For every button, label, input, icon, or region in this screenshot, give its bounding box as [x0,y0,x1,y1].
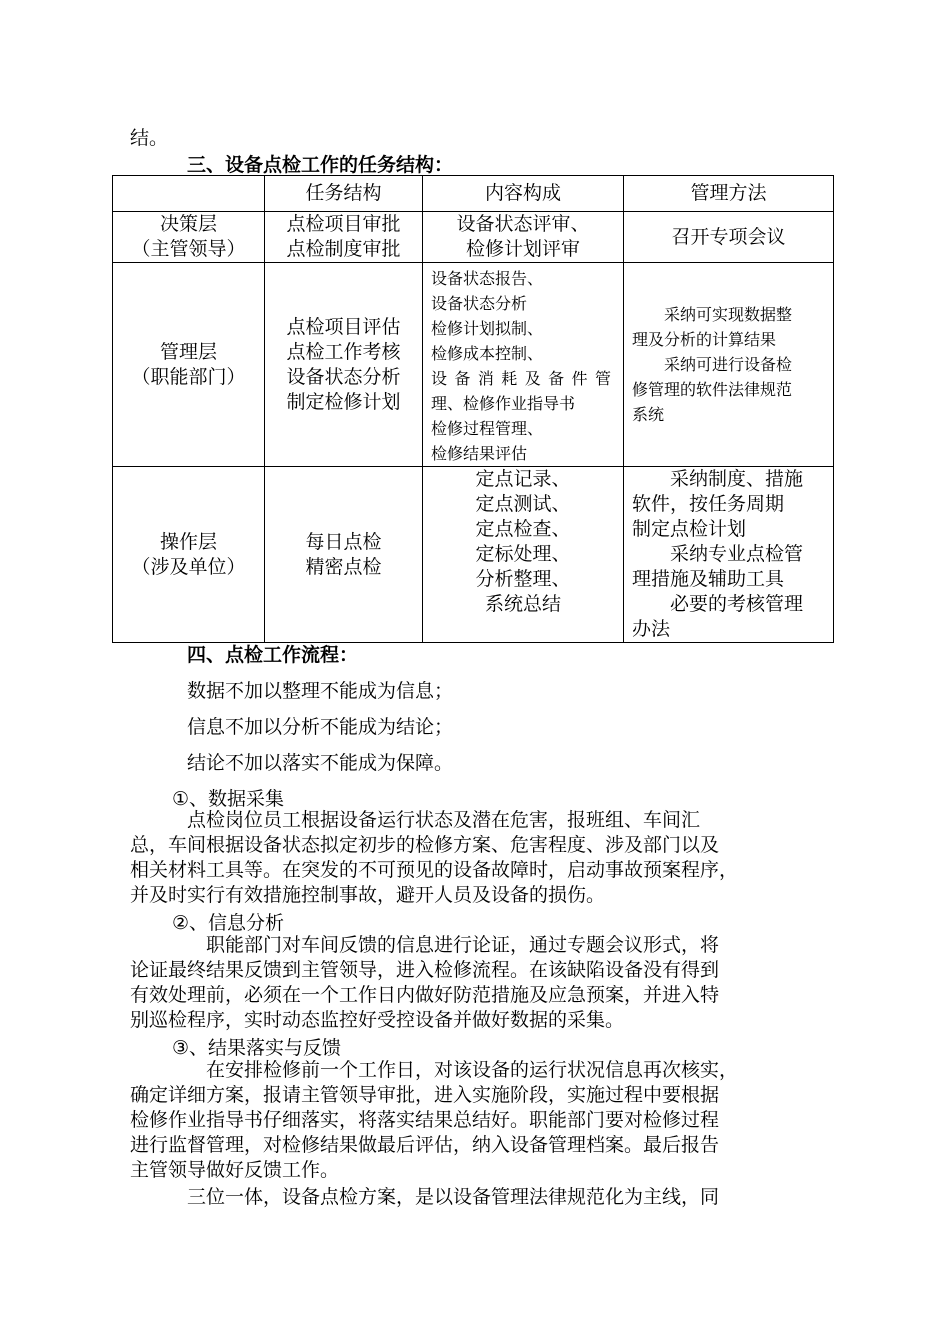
paragraph-line: 检修作业指导书仔细落实，将落实结果总结好。职能部门要对检修过程 [130,1109,720,1131]
tasks-cell [265,263,423,467]
table-header-row [113,176,834,212]
layer-owner: （涉及单位） [131,555,246,578]
task-line: 设备状态分析 [286,365,401,388]
paragraph-line: 论证最终结果反馈到主管领导，进入检修流程。在该缺陷设备没有得到 [130,959,720,981]
method-line: 理措施及辅助工具 [632,568,785,590]
task-line: 点检项目审批 [286,213,401,235]
header-cell-method: 管理方法 [624,176,834,212]
task-structure-table [112,175,834,643]
table-row [113,212,834,263]
table-row [113,263,834,467]
content-line: 设备状态评审、 [456,213,590,235]
paragraph-line: 点检岗位员工根据设备运行状态及潜在危害，报班组、车间汇 [130,809,701,831]
content-line: 理、检修作业指导书 [431,394,576,413]
section3-title: 三、设备点检工作的任务结构： [187,154,454,176]
content-line: 检修过程管理、 [431,419,544,438]
closing-line: 三位一体，设备点检方案，是以设备管理法律规范化为主线，同 [187,1186,720,1208]
task-line: 制定检修计划 [286,390,401,413]
task-line: 每日点检 [305,530,382,553]
content-line: 检修计划拟制、 [431,319,544,338]
method-line: 采纳专业点检管 [632,543,804,565]
header-cell-empty [113,176,265,212]
layer-name: 管理层 [159,340,217,363]
method-line: 理及分析的计算结果 [632,330,777,349]
content-line: 检修成本控制、 [431,344,544,363]
content-cell [423,212,624,263]
method-line: 修管理的软件法律规范 [632,380,793,399]
layer-cell [113,212,265,263]
content-line: 定点记录、 [475,468,571,490]
content-line: 设备状态报告、 [431,269,544,288]
table-row [113,467,834,643]
content-line: 检修计划评审 [465,238,580,260]
paragraph-line: 确定详细方案，报请主管领导审批，进入实施阶段，实施过程中要根据 [130,1084,720,1106]
paragraph-line: 总，车间根据设备状态拟定初步的检修方案、危害程度、涉及部门以及 [130,834,720,856]
carry-over-text: 结。 [130,127,169,149]
method-line: 系统 [632,405,665,424]
layer-name: 决策层 [159,213,217,235]
layer-owner: （主管领导） [131,238,246,260]
content-line: 系统总结 [484,593,561,615]
header-cell-content: 内容构成 [423,176,624,212]
step-heading: ②、信息分析 [172,912,285,934]
paragraph-line: 进行监督管理，对检修结果做最后评估，纳入设备管理档案。最后报告 [130,1134,720,1156]
tasks-cell [265,467,423,643]
content-line: 定点测试、 [475,493,571,515]
content-line: 定标处理、 [475,543,571,565]
content-cell [423,467,624,643]
layer-cell [113,263,265,467]
section4-title: 四、点检工作流程： [187,644,359,666]
content-line: 分析整理、 [475,568,571,590]
paragraph-line: 相关材料工具等。在突发的不可预见的设备故障时，启动事故预案程序， [130,859,739,881]
content-cell [423,263,624,467]
layer-name: 操作层 [159,530,217,553]
principle-line: 信息不加以分析不能成为结论； [187,716,454,738]
paragraph-line: 并及时实行有效措施控制事故，避开人员及设备的损伤。 [130,884,606,906]
tasks-cell [265,212,423,263]
paragraph-line: 职能部门对车间反馈的信息进行论证，通过专题会议形式，将 [130,934,720,956]
principle-line: 结论不加以落实不能成为保障。 [187,752,454,774]
method-cell [624,212,834,263]
method-line: 召开专项会议 [671,225,786,248]
content-line: 设备状态分析 [431,294,528,313]
paragraph-line: 在安排检修前一个工作日，对该设备的运行状况信息再次核实， [130,1059,739,1081]
task-line: 点检项目评估 [286,315,401,338]
paragraph-line: 有效处理前，必须在一个工作日内做好防范措施及应急预案，并进入特 [130,984,720,1006]
task-line: 精密点检 [305,555,382,578]
content-line: 定点检查、 [475,518,571,540]
content-line: 设备消耗及备件管 [431,369,611,388]
method-line: 采纳可进行设备检 [632,355,793,374]
layer-cell [113,467,265,643]
step-paragraph [130,808,830,908]
principle-line: 数据不加以整理不能成为信息； [187,680,454,702]
task-line: 点检工作考核 [286,340,401,363]
method-cell [624,467,834,643]
method-line: 必要的考核管理 [632,593,804,615]
step-paragraph [130,1058,830,1183]
method-line: 采纳可实现数据整 [632,305,793,324]
method-line: 软件，按任务周期 [632,493,785,515]
header-cell-tasks: 任务结构 [265,176,423,212]
step-heading: ③、结果落实与反馈 [172,1037,342,1059]
step-paragraph [130,933,830,1033]
paragraph-line: 主管领导做好反馈工作。 [130,1159,340,1181]
paragraph-line: 别巡检程序，实时动态监控好受控设备并做好数据的采集。 [130,1009,625,1031]
method-cell [624,263,834,467]
step-heading: ①、数据采集 [172,788,285,810]
layer-owner: （职能部门） [131,365,246,388]
content-line: 检修结果评估 [431,444,528,463]
method-line: 制定点检计划 [632,518,747,540]
method-line: 办法 [632,618,671,640]
method-line: 采纳制度、措施 [632,468,804,490]
task-line: 点检制度审批 [286,238,401,260]
